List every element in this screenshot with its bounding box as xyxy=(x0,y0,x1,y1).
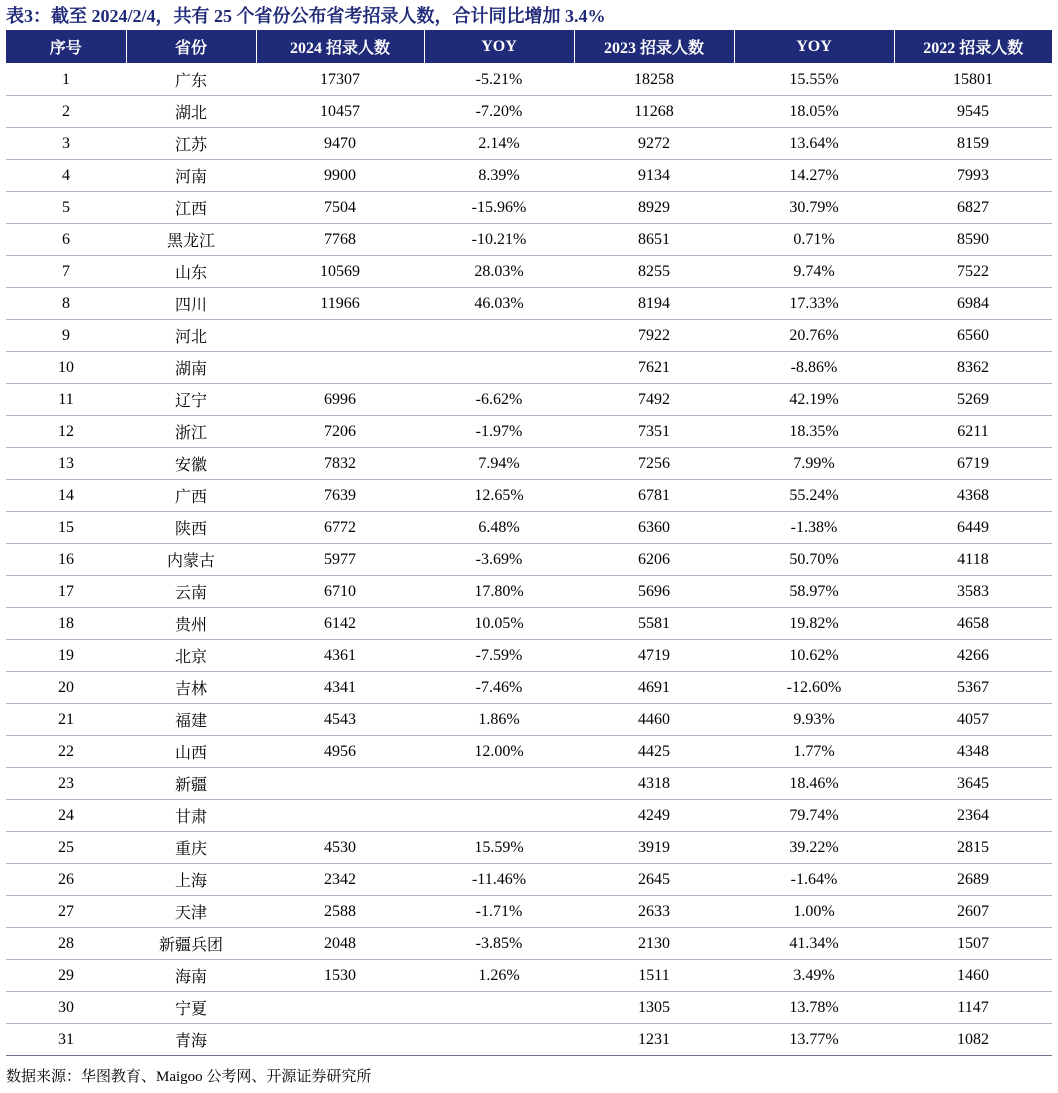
cell-2023-recruitment: 6206 xyxy=(574,544,734,576)
cell-2022-recruitment: 4118 xyxy=(894,544,1052,576)
table-row xyxy=(6,544,1052,576)
cell-2022-recruitment: 4658 xyxy=(894,608,1052,640)
table-row xyxy=(6,416,1052,448)
cell-province: 新疆 xyxy=(126,768,256,800)
table-title: 表3：截至 2024/2/4，共有 25 个省份公布省考招录人数，合计同比增加 3.4% xyxy=(6,6,606,26)
cell-2024-yoy xyxy=(424,800,574,832)
table-row xyxy=(6,608,1052,640)
cell-2022-recruitment: 1507 xyxy=(894,928,1052,960)
table-row xyxy=(6,960,1052,992)
cell-2023-yoy: -1.64% xyxy=(734,864,894,896)
cell-2023-recruitment: 4425 xyxy=(574,736,734,768)
cell-2022-recruitment: 6984 xyxy=(894,288,1052,320)
cell-province: 重庆 xyxy=(126,832,256,864)
cell-2022-recruitment: 2364 xyxy=(894,800,1052,832)
source-note: 数据来源：华图教育、Maigoo 公考网、开源证券研究所 xyxy=(6,1069,372,1085)
cell-2024-recruitment: 4956 xyxy=(256,736,424,768)
cell-2022-recruitment: 3645 xyxy=(894,768,1052,800)
cell-province: 山西 xyxy=(126,736,256,768)
cell-2023-yoy: 41.34% xyxy=(734,928,894,960)
cell-2023-yoy: 30.79% xyxy=(734,192,894,224)
cell-index: 15 xyxy=(6,512,126,544)
cell-2022-recruitment: 15801 xyxy=(894,64,1052,96)
cell-2022-recruitment: 6211 xyxy=(894,416,1052,448)
cell-2023-recruitment: 2645 xyxy=(574,864,734,896)
cell-2023-recruitment: 7492 xyxy=(574,384,734,416)
cell-2023-recruitment: 4318 xyxy=(574,768,734,800)
cell-2024-yoy: 10.05% xyxy=(424,608,574,640)
cell-2022-recruitment: 4348 xyxy=(894,736,1052,768)
cell-2022-recruitment: 1147 xyxy=(894,992,1052,1024)
cell-2023-yoy: 13.78% xyxy=(734,992,894,1024)
table-row xyxy=(6,480,1052,512)
table-row xyxy=(6,864,1052,896)
cell-2024-recruitment: 11966 xyxy=(256,288,424,320)
header-2024-yoy: YOY xyxy=(424,30,574,64)
cell-2023-yoy: 58.97% xyxy=(734,576,894,608)
cell-2024-yoy: 15.59% xyxy=(424,832,574,864)
cell-2024-recruitment xyxy=(256,352,424,384)
cell-province: 安徽 xyxy=(126,448,256,480)
table-row xyxy=(6,672,1052,704)
cell-2023-yoy: 15.55% xyxy=(734,64,894,96)
cell-2024-recruitment: 6142 xyxy=(256,608,424,640)
cell-2023-recruitment: 5581 xyxy=(574,608,734,640)
cell-2023-yoy: 19.82% xyxy=(734,608,894,640)
cell-2024-yoy: -3.69% xyxy=(424,544,574,576)
cell-2023-yoy: 1.00% xyxy=(734,896,894,928)
cell-index: 29 xyxy=(6,960,126,992)
cell-2024-recruitment: 4530 xyxy=(256,832,424,864)
cell-2024-recruitment: 7504 xyxy=(256,192,424,224)
cell-2024-yoy: -15.96% xyxy=(424,192,574,224)
cell-province: 河南 xyxy=(126,160,256,192)
cell-2024-yoy: -11.46% xyxy=(424,864,574,896)
table-row xyxy=(6,896,1052,928)
cell-index: 7 xyxy=(6,256,126,288)
cell-province: 四川 xyxy=(126,288,256,320)
cell-index: 2 xyxy=(6,96,126,128)
cell-2023-yoy: 50.70% xyxy=(734,544,894,576)
cell-2022-recruitment: 2689 xyxy=(894,864,1052,896)
cell-index: 3 xyxy=(6,128,126,160)
cell-index: 30 xyxy=(6,992,126,1024)
cell-index: 25 xyxy=(6,832,126,864)
cell-2023-recruitment: 1231 xyxy=(574,1024,734,1056)
cell-2023-recruitment: 3919 xyxy=(574,832,734,864)
table-row xyxy=(6,384,1052,416)
cell-2023-recruitment: 7351 xyxy=(574,416,734,448)
table-row xyxy=(6,64,1052,96)
cell-2023-recruitment: 4719 xyxy=(574,640,734,672)
cell-province: 青海 xyxy=(126,1024,256,1056)
cell-province: 海南 xyxy=(126,960,256,992)
cell-2024-recruitment: 7206 xyxy=(256,416,424,448)
cell-2023-recruitment: 8929 xyxy=(574,192,734,224)
cell-province: 贵州 xyxy=(126,608,256,640)
cell-2024-recruitment: 6772 xyxy=(256,512,424,544)
cell-2022-recruitment: 3583 xyxy=(894,576,1052,608)
cell-2024-recruitment: 2048 xyxy=(256,928,424,960)
cell-2024-recruitment: 4361 xyxy=(256,640,424,672)
cell-province: 山东 xyxy=(126,256,256,288)
cell-index: 17 xyxy=(6,576,126,608)
cell-2024-yoy: 17.80% xyxy=(424,576,574,608)
cell-province: 湖北 xyxy=(126,96,256,128)
header-index: 序号 xyxy=(6,30,126,64)
cell-province: 陕西 xyxy=(126,512,256,544)
cell-province: 江西 xyxy=(126,192,256,224)
cell-2023-recruitment: 9272 xyxy=(574,128,734,160)
cell-2024-yoy: 28.03% xyxy=(424,256,574,288)
cell-2024-yoy: -10.21% xyxy=(424,224,574,256)
cell-2023-yoy: -12.60% xyxy=(734,672,894,704)
cell-2023-yoy: 7.99% xyxy=(734,448,894,480)
cell-2022-recruitment: 7993 xyxy=(894,160,1052,192)
cell-index: 23 xyxy=(6,768,126,800)
cell-2024-yoy: 1.86% xyxy=(424,704,574,736)
header-2023-yoy: YOY xyxy=(734,30,894,64)
cell-index: 13 xyxy=(6,448,126,480)
cell-2024-yoy xyxy=(424,992,574,1024)
cell-2023-recruitment: 4691 xyxy=(574,672,734,704)
cell-2023-yoy: 0.71% xyxy=(734,224,894,256)
cell-2024-yoy: 7.94% xyxy=(424,448,574,480)
cell-province: 吉林 xyxy=(126,672,256,704)
cell-2023-recruitment: 2633 xyxy=(574,896,734,928)
cell-2023-recruitment: 1511 xyxy=(574,960,734,992)
cell-2023-recruitment: 5696 xyxy=(574,576,734,608)
cell-2023-recruitment: 7922 xyxy=(574,320,734,352)
table-row xyxy=(6,640,1052,672)
cell-2023-yoy: 18.46% xyxy=(734,768,894,800)
cell-2023-yoy: 10.62% xyxy=(734,640,894,672)
cell-2023-recruitment: 6781 xyxy=(574,480,734,512)
cell-2023-recruitment: 8194 xyxy=(574,288,734,320)
cell-2024-yoy: 8.39% xyxy=(424,160,574,192)
table-row xyxy=(6,704,1052,736)
cell-2024-recruitment: 5977 xyxy=(256,544,424,576)
table-row xyxy=(6,512,1052,544)
cell-2022-recruitment: 2815 xyxy=(894,832,1052,864)
cell-index: 20 xyxy=(6,672,126,704)
table-row xyxy=(6,128,1052,160)
cell-2022-recruitment: 6719 xyxy=(894,448,1052,480)
cell-2023-recruitment: 8651 xyxy=(574,224,734,256)
cell-2024-recruitment: 17307 xyxy=(256,64,424,96)
cell-2023-yoy: 18.35% xyxy=(734,416,894,448)
table-body xyxy=(6,64,1052,1056)
cell-2024-recruitment: 1530 xyxy=(256,960,424,992)
cell-2024-recruitment: 4543 xyxy=(256,704,424,736)
cell-province: 上海 xyxy=(126,864,256,896)
cell-2024-recruitment xyxy=(256,800,424,832)
cell-2023-yoy: 13.77% xyxy=(734,1024,894,1056)
cell-2023-yoy: 9.93% xyxy=(734,704,894,736)
table-row xyxy=(6,992,1052,1024)
cell-2023-yoy: 39.22% xyxy=(734,832,894,864)
cell-province: 甘肃 xyxy=(126,800,256,832)
cell-2024-yoy: -6.62% xyxy=(424,384,574,416)
cell-2022-recruitment: 4266 xyxy=(894,640,1052,672)
table-row xyxy=(6,832,1052,864)
cell-2024-yoy: 12.65% xyxy=(424,480,574,512)
cell-index: 26 xyxy=(6,864,126,896)
cell-province: 江苏 xyxy=(126,128,256,160)
cell-2024-yoy: 46.03% xyxy=(424,288,574,320)
cell-index: 12 xyxy=(6,416,126,448)
cell-2024-yoy xyxy=(424,768,574,800)
cell-2023-recruitment: 7621 xyxy=(574,352,734,384)
cell-2023-yoy: 17.33% xyxy=(734,288,894,320)
recruitment-table xyxy=(6,30,1052,1056)
cell-2024-yoy: 6.48% xyxy=(424,512,574,544)
cell-2024-recruitment: 7639 xyxy=(256,480,424,512)
cell-2022-recruitment: 8362 xyxy=(894,352,1052,384)
cell-2022-recruitment: 1082 xyxy=(894,1024,1052,1056)
cell-2022-recruitment: 8159 xyxy=(894,128,1052,160)
table-row xyxy=(6,160,1052,192)
table-row xyxy=(6,288,1052,320)
cell-2023-recruitment: 6360 xyxy=(574,512,734,544)
cell-2024-yoy: -1.97% xyxy=(424,416,574,448)
table-row xyxy=(6,928,1052,960)
table-row xyxy=(6,96,1052,128)
cell-2024-yoy xyxy=(424,320,574,352)
cell-2024-yoy: -7.59% xyxy=(424,640,574,672)
cell-index: 18 xyxy=(6,608,126,640)
cell-2023-recruitment: 18258 xyxy=(574,64,734,96)
cell-index: 31 xyxy=(6,1024,126,1056)
cell-2022-recruitment: 5367 xyxy=(894,672,1052,704)
cell-2022-recruitment: 8590 xyxy=(894,224,1052,256)
cell-index: 28 xyxy=(6,928,126,960)
cell-index: 10 xyxy=(6,352,126,384)
cell-2024-recruitment: 6710 xyxy=(256,576,424,608)
cell-2023-recruitment: 7256 xyxy=(574,448,734,480)
header-province: 省份 xyxy=(126,30,256,64)
cell-2023-yoy: 9.74% xyxy=(734,256,894,288)
cell-2022-recruitment: 2607 xyxy=(894,896,1052,928)
header-2022-recruitment: 2022 招录人数 xyxy=(894,30,1052,64)
cell-index: 6 xyxy=(6,224,126,256)
cell-2024-yoy xyxy=(424,1024,574,1056)
cell-province: 福建 xyxy=(126,704,256,736)
cell-2022-recruitment: 6449 xyxy=(894,512,1052,544)
cell-2023-recruitment: 2130 xyxy=(574,928,734,960)
table-row xyxy=(6,1024,1052,1056)
cell-province: 宁夏 xyxy=(126,992,256,1024)
cell-2024-recruitment xyxy=(256,768,424,800)
cell-2022-recruitment: 6560 xyxy=(894,320,1052,352)
cell-index: 19 xyxy=(6,640,126,672)
cell-province: 云南 xyxy=(126,576,256,608)
cell-2022-recruitment: 4057 xyxy=(894,704,1052,736)
cell-2024-recruitment xyxy=(256,1024,424,1056)
table-row xyxy=(6,256,1052,288)
cell-province: 辽宁 xyxy=(126,384,256,416)
cell-2024-recruitment: 7768 xyxy=(256,224,424,256)
cell-index: 21 xyxy=(6,704,126,736)
table-header-row xyxy=(6,30,1052,64)
cell-2023-yoy: 42.19% xyxy=(734,384,894,416)
cell-index: 4 xyxy=(6,160,126,192)
cell-2024-yoy: 1.26% xyxy=(424,960,574,992)
table-row xyxy=(6,224,1052,256)
table-row xyxy=(6,800,1052,832)
cell-province: 内蒙古 xyxy=(126,544,256,576)
cell-2023-recruitment: 4249 xyxy=(574,800,734,832)
cell-2023-yoy: 13.64% xyxy=(734,128,894,160)
cell-2024-yoy: -1.71% xyxy=(424,896,574,928)
cell-2023-yoy: 14.27% xyxy=(734,160,894,192)
cell-index: 9 xyxy=(6,320,126,352)
table-row xyxy=(6,576,1052,608)
cell-index: 8 xyxy=(6,288,126,320)
cell-2024-yoy: -5.21% xyxy=(424,64,574,96)
cell-index: 14 xyxy=(6,480,126,512)
cell-index: 27 xyxy=(6,896,126,928)
cell-2024-recruitment: 2342 xyxy=(256,864,424,896)
cell-2024-recruitment: 9470 xyxy=(256,128,424,160)
cell-2022-recruitment: 5269 xyxy=(894,384,1052,416)
cell-2023-yoy: 3.49% xyxy=(734,960,894,992)
cell-2023-recruitment: 9134 xyxy=(574,160,734,192)
cell-province: 广西 xyxy=(126,480,256,512)
cell-2024-recruitment: 10569 xyxy=(256,256,424,288)
cell-2024-yoy: -7.46% xyxy=(424,672,574,704)
cell-index: 16 xyxy=(6,544,126,576)
cell-2023-yoy: 79.74% xyxy=(734,800,894,832)
cell-2023-yoy: 20.76% xyxy=(734,320,894,352)
cell-2024-yoy xyxy=(424,352,574,384)
cell-2024-recruitment xyxy=(256,992,424,1024)
cell-2024-yoy: 12.00% xyxy=(424,736,574,768)
table-row xyxy=(6,320,1052,352)
cell-2023-recruitment: 1305 xyxy=(574,992,734,1024)
cell-2024-recruitment: 4341 xyxy=(256,672,424,704)
cell-2023-yoy: -8.86% xyxy=(734,352,894,384)
table-row xyxy=(6,352,1052,384)
cell-2022-recruitment: 7522 xyxy=(894,256,1052,288)
cell-province: 广东 xyxy=(126,64,256,96)
table-row xyxy=(6,768,1052,800)
cell-2022-recruitment: 9545 xyxy=(894,96,1052,128)
cell-index: 5 xyxy=(6,192,126,224)
cell-2023-yoy: 1.77% xyxy=(734,736,894,768)
cell-index: 24 xyxy=(6,800,126,832)
header-2024-recruitment: 2024 招录人数 xyxy=(256,30,424,64)
cell-index: 1 xyxy=(6,64,126,96)
cell-2023-yoy: -1.38% xyxy=(734,512,894,544)
cell-2023-yoy: 18.05% xyxy=(734,96,894,128)
cell-2022-recruitment: 1460 xyxy=(894,960,1052,992)
cell-2024-recruitment: 10457 xyxy=(256,96,424,128)
cell-province: 湖南 xyxy=(126,352,256,384)
cell-province: 河北 xyxy=(126,320,256,352)
cell-province: 北京 xyxy=(126,640,256,672)
cell-2024-yoy: 2.14% xyxy=(424,128,574,160)
table-row xyxy=(6,192,1052,224)
cell-province: 黑龙江 xyxy=(126,224,256,256)
cell-2022-recruitment: 4368 xyxy=(894,480,1052,512)
table-row xyxy=(6,448,1052,480)
cell-2023-recruitment: 11268 xyxy=(574,96,734,128)
cell-2024-recruitment: 6996 xyxy=(256,384,424,416)
cell-2024-recruitment: 7832 xyxy=(256,448,424,480)
header-2023-recruitment: 2023 招录人数 xyxy=(574,30,734,64)
cell-2024-recruitment: 2588 xyxy=(256,896,424,928)
cell-province: 新疆兵团 xyxy=(126,928,256,960)
cell-province: 浙江 xyxy=(126,416,256,448)
table-row xyxy=(6,736,1052,768)
cell-2022-recruitment: 6827 xyxy=(894,192,1052,224)
cell-province: 天津 xyxy=(126,896,256,928)
cell-2023-recruitment: 4460 xyxy=(574,704,734,736)
cell-2024-yoy: -7.20% xyxy=(424,96,574,128)
cell-2024-recruitment xyxy=(256,320,424,352)
cell-2024-recruitment: 9900 xyxy=(256,160,424,192)
cell-2023-recruitment: 8255 xyxy=(574,256,734,288)
cell-index: 22 xyxy=(6,736,126,768)
cell-index: 11 xyxy=(6,384,126,416)
cell-2023-yoy: 55.24% xyxy=(734,480,894,512)
cell-2024-yoy: -3.85% xyxy=(424,928,574,960)
